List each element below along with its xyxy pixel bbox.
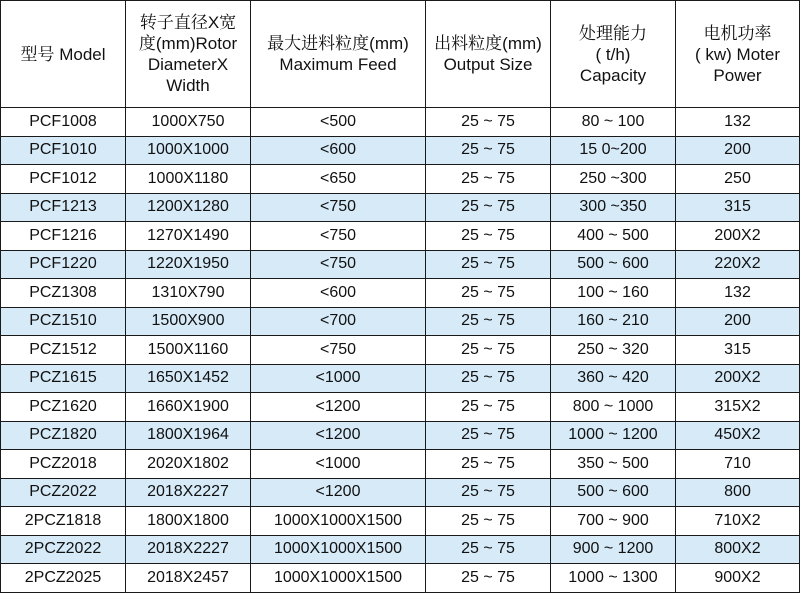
- cell-max-feed-size: 1000X1000X1500: [251, 564, 426, 593]
- cell-motor-power: 315: [676, 336, 800, 365]
- cell-rotor-size: 1500X1160: [126, 336, 251, 365]
- header-output-size: [426, 1, 551, 108]
- table-row: [1, 421, 800, 450]
- header-motor-power: [676, 1, 800, 108]
- cell-capacity: 250 ~ 320: [551, 336, 676, 365]
- table-row: [1, 193, 800, 222]
- cell-rotor-size: 1220X1950: [126, 250, 251, 279]
- cell-rotor-size: 1800X1800: [126, 507, 251, 536]
- table-row: [1, 450, 800, 479]
- cell-model: PCZ1512: [1, 336, 126, 365]
- header-capacity-line: 处理能力: [579, 23, 647, 43]
- cell-model: PCZ1615: [1, 364, 126, 393]
- table-row: [1, 535, 800, 564]
- cell-output-size: 25 ~ 75: [426, 364, 551, 393]
- table-row: [1, 136, 800, 165]
- cell-output-size: 25 ~ 75: [426, 279, 551, 308]
- cell-motor-power: 315X2: [676, 393, 800, 422]
- cell-motor-power: 800: [676, 478, 800, 507]
- cell-capacity: 100 ~ 160: [551, 279, 676, 308]
- header-motor-power-line: 电机功率: [703, 23, 772, 43]
- cell-capacity: 700 ~ 900: [551, 507, 676, 536]
- cell-rotor-size: 1000X1180: [126, 165, 251, 194]
- cell-output-size: 25 ~ 75: [426, 193, 551, 222]
- cell-max-feed-size: <1200: [251, 421, 426, 450]
- cell-output-size: 25 ~ 75: [426, 108, 551, 137]
- cell-max-feed-size: <700: [251, 307, 426, 336]
- cell-motor-power: 132: [676, 108, 800, 137]
- cell-motor-power: 200: [676, 136, 800, 165]
- header-output-size-line: 出料粒度(mm): [434, 34, 542, 53]
- header-rotor-size-line: Width: [166, 76, 210, 95]
- cell-model: PCZ1820: [1, 421, 126, 450]
- cell-max-feed-size: <1000: [251, 364, 426, 393]
- cell-model: PCF1220: [1, 250, 126, 279]
- header-rotor-size-line: DiameterX: [147, 55, 229, 74]
- header-capacity: [551, 1, 676, 108]
- cell-rotor-size: 2020X1802: [126, 450, 251, 479]
- table-row: [1, 165, 800, 194]
- header-model-line: 型号 Model: [20, 44, 106, 64]
- header-capacity-line: Capacity: [579, 65, 647, 85]
- cell-max-feed-size: <750: [251, 250, 426, 279]
- cell-output-size: 25 ~ 75: [426, 421, 551, 450]
- cell-motor-power: 800X2: [676, 535, 800, 564]
- cell-model: PCZ1510: [1, 307, 126, 336]
- cell-capacity: 1000 ~ 1200: [551, 421, 676, 450]
- header-max-feed-size: [251, 1, 426, 108]
- cell-max-feed-size: <750: [251, 336, 426, 365]
- cell-rotor-size: 2018X2227: [126, 478, 251, 507]
- table-row: [1, 108, 800, 137]
- cell-output-size: 25 ~ 75: [426, 222, 551, 251]
- cell-max-feed-size: <1200: [251, 393, 426, 422]
- cell-motor-power: 200X2: [676, 364, 800, 393]
- cell-capacity: 500 ~ 600: [551, 478, 676, 507]
- cell-model: PCF1012: [1, 165, 126, 194]
- table-body: [1, 108, 800, 593]
- cell-output-size: 25 ~ 75: [426, 564, 551, 593]
- table-row: [1, 222, 800, 251]
- cell-output-size: 25 ~ 75: [426, 450, 551, 479]
- cell-output-size: 25 ~ 75: [426, 535, 551, 564]
- cell-model: PCZ1620: [1, 393, 126, 422]
- cell-capacity: 800 ~ 1000: [551, 393, 676, 422]
- table-row: [1, 307, 800, 336]
- cell-max-feed-size: <1000: [251, 450, 426, 479]
- table-row: [1, 564, 800, 593]
- cell-output-size: 25 ~ 75: [426, 136, 551, 165]
- cell-capacity: 80 ~ 100: [551, 108, 676, 137]
- table-row: [1, 279, 800, 308]
- cell-max-feed-size: <1200: [251, 478, 426, 507]
- cell-motor-power: 710: [676, 450, 800, 479]
- cell-motor-power: 900X2: [676, 564, 800, 593]
- cell-max-feed-size: 1000X1000X1500: [251, 535, 426, 564]
- cell-model: 2PCZ2025: [1, 564, 126, 593]
- cell-rotor-size: 1660X1900: [126, 393, 251, 422]
- cell-capacity: 300 ~350: [551, 193, 676, 222]
- cell-motor-power: 250: [676, 165, 800, 194]
- cell-capacity: 15 0~200: [551, 136, 676, 165]
- header-capacity-line: ( t/h): [595, 44, 631, 64]
- cell-output-size: 25 ~ 75: [426, 165, 551, 194]
- cell-capacity: 250 ~300: [551, 165, 676, 194]
- cell-model: 2PCZ2022: [1, 535, 126, 564]
- cell-max-feed-size: 1000X1000X1500: [251, 507, 426, 536]
- cell-max-feed-size: <500: [251, 108, 426, 137]
- cell-output-size: 25 ~ 75: [426, 478, 551, 507]
- header-rotor-size-line: 转子直径X宽: [139, 13, 237, 32]
- cell-rotor-size: 1310X790: [126, 279, 251, 308]
- cell-motor-power: 450X2: [676, 421, 800, 450]
- cell-motor-power: 132: [676, 279, 800, 308]
- cell-output-size: 25 ~ 75: [426, 507, 551, 536]
- table-row: [1, 393, 800, 422]
- header-model: [1, 1, 126, 108]
- cell-rotor-size: 1270X1490: [126, 222, 251, 251]
- cell-capacity: 500 ~ 600: [551, 250, 676, 279]
- header-motor-power-line: Power: [713, 65, 762, 85]
- cell-max-feed-size: <750: [251, 222, 426, 251]
- cell-motor-power: 220X2: [676, 250, 800, 279]
- header-max-feed-size-line: Maximum Feed: [279, 55, 397, 74]
- header-rotor-size: [126, 1, 251, 108]
- cell-capacity: 1000 ~ 1300: [551, 564, 676, 593]
- cell-model: PCF1008: [1, 108, 126, 137]
- table-row: [1, 250, 800, 279]
- cell-motor-power: 315: [676, 193, 800, 222]
- cell-rotor-size: 1650X1452: [126, 364, 251, 393]
- cell-max-feed-size: <750: [251, 193, 426, 222]
- cell-model: PCF1216: [1, 222, 126, 251]
- cell-rotor-size: 1500X900: [126, 307, 251, 336]
- cell-motor-power: 200: [676, 307, 800, 336]
- cell-rotor-size: 2018X2227: [126, 535, 251, 564]
- cell-rotor-size: 1000X750: [126, 108, 251, 137]
- cell-model: PCZ1308: [1, 279, 126, 308]
- cell-output-size: 25 ~ 75: [426, 393, 551, 422]
- table-row: [1, 507, 800, 536]
- cell-rotor-size: 1200X1280: [126, 193, 251, 222]
- cell-output-size: 25 ~ 75: [426, 250, 551, 279]
- cell-model: PCF1010: [1, 136, 126, 165]
- cell-rotor-size: 2018X2457: [126, 564, 251, 593]
- cell-rotor-size: 1000X1000: [126, 136, 251, 165]
- table-row: [1, 364, 800, 393]
- cell-rotor-size: 1800X1964: [126, 421, 251, 450]
- cell-output-size: 25 ~ 75: [426, 336, 551, 365]
- cell-capacity: 160 ~ 210: [551, 307, 676, 336]
- cell-model: PCZ2018: [1, 450, 126, 479]
- table-row: [1, 336, 800, 365]
- cell-capacity: 360 ~ 420: [551, 364, 676, 393]
- cell-capacity: 400 ~ 500: [551, 222, 676, 251]
- table-row: [1, 478, 800, 507]
- header-output-size-line: Output Size: [443, 55, 533, 74]
- cell-max-feed-size: <600: [251, 136, 426, 165]
- cell-motor-power: 200X2: [676, 222, 800, 251]
- cell-model: PCF1213: [1, 193, 126, 222]
- cell-motor-power: 710X2: [676, 507, 800, 536]
- header-motor-power-line: ( kw) Moter: [695, 44, 780, 64]
- cell-max-feed-size: <600: [251, 279, 426, 308]
- cell-model: 2PCZ1818: [1, 507, 126, 536]
- cell-model: PCZ2022: [1, 478, 126, 507]
- cell-capacity: 900 ~ 1200: [551, 535, 676, 564]
- cell-capacity: 350 ~ 500: [551, 450, 676, 479]
- header-rotor-size-line: 度(mm)Rotor: [138, 34, 238, 53]
- header-max-feed-size-line: 最大进料粒度(mm): [267, 34, 409, 53]
- header-row: [1, 1, 800, 108]
- cell-max-feed-size: <650: [251, 165, 426, 194]
- cell-output-size: 25 ~ 75: [426, 307, 551, 336]
- table-header: [1, 1, 800, 108]
